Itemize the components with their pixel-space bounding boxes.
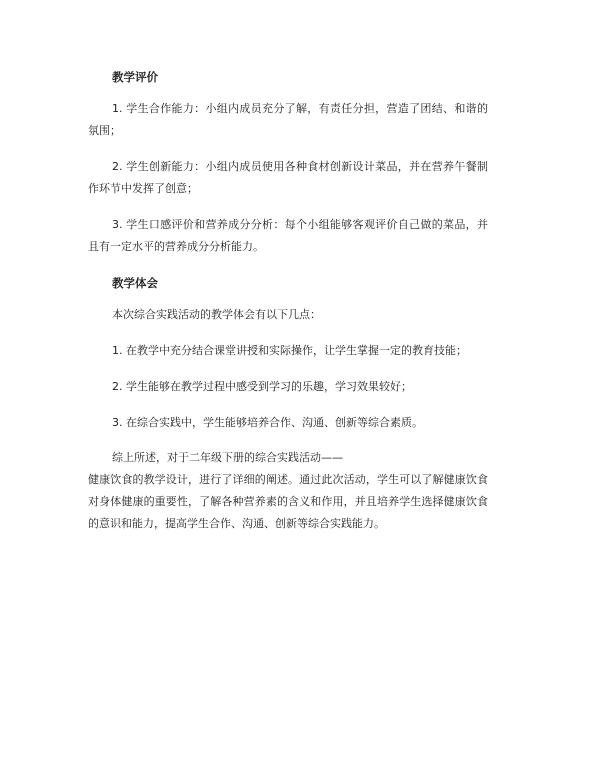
reflection-item-3: 3. 在综合实践中，学生能够培养合作、沟通、创新等综合素质。 [112, 416, 423, 429]
evaluation-item-3: 3. 学生口感评价和营养成分分析：每个小组能够客观评价自己做的菜品，并且有一定水平的营养成分分析能力。 [88, 218, 488, 253]
conclusion-paragraph [88, 447, 488, 535]
section-heading-reflection: 教学体会 [112, 276, 158, 290]
evaluation-item-1: 1. 学生合作能力：小组内成员充分了解，有责任分担，营造了团结、和谐的氛围； [88, 102, 488, 137]
conclusion-body: 健康饮食的教学设计，进行了详细的阐述。通过此次活动，学生可以了解健康饮食对身体健康的重要性，了解各种营养素的含义和作用，并且培养学生选择健康饮食的意识和能力，提高学生合作、沟通、创新等综合实践能力。 [88, 473, 488, 530]
reflection-item-1: 1. 在教学中充分结合课堂讲授和实际操作，让学生掌握一定的教育技能； [112, 344, 467, 357]
reflection-intro: 本次综合实践活动的教学体会有以下几点： [112, 308, 321, 321]
evaluation-item-2: 2. 学生创新能力：小组内成员使用各种食材创新设计菜品，并在营养午餐制作环节中发挥了创意； [88, 160, 488, 195]
section-heading-evaluation: 教学评价 [112, 70, 158, 84]
reflection-item-2: 2. 学生能够在教学过程中感受到学习的乐趣，学习效果较好； [112, 380, 412, 393]
conclusion-first-line: 综上所述，对于二年级下册的综合实践活动—— [112, 451, 343, 464]
